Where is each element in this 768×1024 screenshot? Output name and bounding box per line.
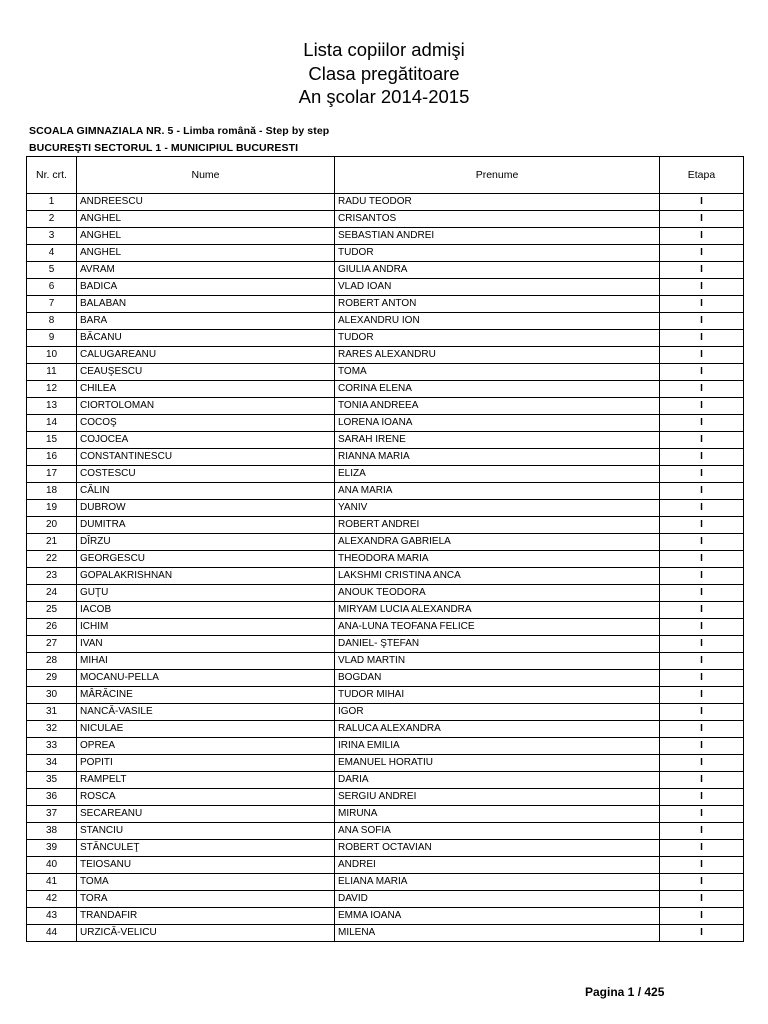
cell-etapa: I [660,619,744,636]
cell-nr: 26 [27,619,77,636]
cell-etapa: I [660,772,744,789]
school-name: SCOALA GIMNAZIALA NR. 5 - Limba română - Step by step [29,125,330,137]
cell-prenume: ANA MARIA [335,483,660,500]
table-row [27,415,744,432]
cell-etapa: I [660,500,744,517]
cell-nr: 24 [27,585,77,602]
cell-nr: 32 [27,721,77,738]
cell-nr: 22 [27,551,77,568]
cell-etapa: I [660,738,744,755]
cell-nume: CHILEA [77,381,335,398]
table-row [27,313,744,330]
cell-etapa: I [660,585,744,602]
cell-nume: COJOCEA [77,432,335,449]
cell-prenume: SEBASTIAN ANDREI [335,228,660,245]
cell-nr: 44 [27,925,77,942]
table-row [27,908,744,925]
cell-nume: TRANDAFIR [77,908,335,925]
column-header-nume: Nume [77,157,335,194]
table-row [27,806,744,823]
document-title [0,38,768,109]
cell-prenume: TONIA ANDREEA [335,398,660,415]
cell-nume: TOMA [77,874,335,891]
cell-etapa: I [660,432,744,449]
table-row [27,330,744,347]
column-header-prenume: Prenume [335,157,660,194]
cell-etapa: I [660,194,744,211]
cell-etapa: I [660,823,744,840]
cell-nr: 16 [27,449,77,466]
cell-prenume: SARAH IRENE [335,432,660,449]
cell-nume: DUBROW [77,500,335,517]
cell-nume: DÎRZU [77,534,335,551]
cell-etapa: I [660,874,744,891]
cell-prenume: ALEXANDRU ION [335,313,660,330]
cell-nume: URZICĂ-VELICU [77,925,335,942]
cell-etapa: I [660,483,744,500]
table-row [27,738,744,755]
cell-prenume: TUDOR [335,245,660,262]
cell-etapa: I [660,840,744,857]
cell-prenume: GIULIA ANDRA [335,262,660,279]
cell-etapa: I [660,755,744,772]
cell-nume: POPITI [77,755,335,772]
table-row [27,364,744,381]
cell-nume: TEIOSANU [77,857,335,874]
cell-etapa: I [660,857,744,874]
cell-etapa: I [660,517,744,534]
cell-nume: STANCIU [77,823,335,840]
table-row [27,636,744,653]
cell-etapa: I [660,466,744,483]
cell-nume: RAMPELT [77,772,335,789]
cell-nr: 14 [27,415,77,432]
cell-prenume: DARIA [335,772,660,789]
cell-nume: GUŢU [77,585,335,602]
table-row [27,602,744,619]
cell-nume: ANGHEL [77,228,335,245]
cell-nume: COSTESCU [77,466,335,483]
cell-nume: CĂLIN [77,483,335,500]
school-location: BUCUREŞTI SECTORUL 1 - MUNICIPIUL BUCURESTI [29,142,299,154]
cell-prenume: ANA-LUNA TEOFANA FELICE [335,619,660,636]
cell-etapa: I [660,262,744,279]
cell-etapa: I [660,602,744,619]
table-row [27,228,744,245]
cell-prenume: RIANNA MARIA [335,449,660,466]
cell-etapa: I [660,279,744,296]
cell-prenume: ANOUK TEODORA [335,585,660,602]
cell-prenume: BOGDAN [335,670,660,687]
cell-etapa: I [660,415,744,432]
cell-nume: CONSTANTINESCU [77,449,335,466]
cell-etapa: I [660,568,744,585]
table-row [27,245,744,262]
cell-nr: 19 [27,500,77,517]
table-row [27,398,744,415]
cell-nume: CEAUŞESCU [77,364,335,381]
cell-nume: ICHIM [77,619,335,636]
cell-nr: 4 [27,245,77,262]
table-row [27,568,744,585]
title-line-school-year: An şcolar 2014-2015 [298,86,470,107]
table-row [27,449,744,466]
cell-nr: 30 [27,687,77,704]
table-row [27,262,744,279]
cell-prenume: TUDOR [335,330,660,347]
cell-prenume: ROBERT ANTON [335,296,660,313]
cell-prenume: IRINA EMILIA [335,738,660,755]
cell-nr: 34 [27,755,77,772]
cell-nr: 21 [27,534,77,551]
cell-nume: DUMITRA [77,517,335,534]
cell-prenume: IGOR [335,704,660,721]
cell-etapa: I [660,534,744,551]
cell-nume: BALABAN [77,296,335,313]
cell-etapa: I [660,330,744,347]
cell-nr: 3 [27,228,77,245]
cell-nr: 35 [27,772,77,789]
cell-prenume: TOMA [335,364,660,381]
table-row [27,925,744,942]
cell-nume: TORA [77,891,335,908]
cell-prenume: EMANUEL HORATIU [335,755,660,772]
cell-etapa: I [660,296,744,313]
cell-etapa: I [660,245,744,262]
cell-etapa: I [660,551,744,568]
cell-etapa: I [660,449,744,466]
cell-nr: 6 [27,279,77,296]
cell-prenume: ROBERT OCTAVIAN [335,840,660,857]
cell-nr: 1 [27,194,77,211]
table-row [27,789,744,806]
cell-nr: 23 [27,568,77,585]
cell-nr: 38 [27,823,77,840]
table-row [27,619,744,636]
table-row [27,381,744,398]
cell-nr: 5 [27,262,77,279]
cell-prenume: VLAD IOAN [335,279,660,296]
cell-prenume: EMMA IOANA [335,908,660,925]
cell-nume: GOPALAKRISHNAN [77,568,335,585]
cell-nume: MOCANU-PELLA [77,670,335,687]
cell-prenume: ELIANA MARIA [335,874,660,891]
cell-nr: 7 [27,296,77,313]
table-row [27,432,744,449]
table-row [27,874,744,891]
cell-etapa: I [660,636,744,653]
cell-nr: 41 [27,874,77,891]
cell-etapa: I [660,704,744,721]
cell-nr: 2 [27,211,77,228]
cell-nr: 9 [27,330,77,347]
cell-prenume: ANA SOFIA [335,823,660,840]
cell-etapa: I [660,670,744,687]
cell-nume: OPREA [77,738,335,755]
table-row [27,194,744,211]
cell-nume: AVRAM [77,262,335,279]
cell-etapa: I [660,228,744,245]
table-row [27,823,744,840]
cell-nume: BĂCANU [77,330,335,347]
cell-etapa: I [660,211,744,228]
cell-prenume: SERGIU ANDREI [335,789,660,806]
cell-prenume: RADU TEODOR [335,194,660,211]
cell-nume: IVAN [77,636,335,653]
cell-etapa: I [660,789,744,806]
page-number: Pagina 1 / 425 [585,985,665,999]
cell-etapa: I [660,908,744,925]
cell-nume: CALUGAREANU [77,347,335,364]
cell-nr: 36 [27,789,77,806]
column-header-etapa: Etapa [660,157,744,194]
cell-etapa: I [660,347,744,364]
cell-prenume: THEODORA MARIA [335,551,660,568]
cell-nume: CIORTOLOMAN [77,398,335,415]
cell-nr: 43 [27,908,77,925]
table-row [27,296,744,313]
table-row [27,279,744,296]
table-row [27,891,744,908]
cell-nume: ANGHEL [77,245,335,262]
table-body [27,194,744,942]
cell-prenume: LORENA IOANA [335,415,660,432]
table-row [27,670,744,687]
cell-prenume: TUDOR MIHAI [335,687,660,704]
cell-nr: 8 [27,313,77,330]
cell-prenume: ANDREI [335,857,660,874]
cell-etapa: I [660,687,744,704]
cell-nr: 17 [27,466,77,483]
cell-nr: 10 [27,347,77,364]
cell-prenume: CORINA ELENA [335,381,660,398]
table-header-row [27,157,744,194]
cell-prenume: RARES ALEXANDRU [335,347,660,364]
table-row [27,857,744,874]
cell-prenume: ALEXANDRA GABRIELA [335,534,660,551]
cell-etapa: I [660,653,744,670]
table-row [27,483,744,500]
cell-nume: NANCĂ-VASILE [77,704,335,721]
table-row [27,466,744,483]
table-row [27,517,744,534]
cell-etapa: I [660,313,744,330]
cell-nr: 28 [27,653,77,670]
cell-nume: MÂRĂCINE [77,687,335,704]
cell-prenume: ROBERT ANDREI [335,517,660,534]
table-row [27,721,744,738]
table-row [27,840,744,857]
table-row [27,534,744,551]
cell-prenume: CRISANTOS [335,211,660,228]
cell-prenume: LAKSHMI CRISTINA ANCA [335,568,660,585]
cell-nr: 27 [27,636,77,653]
cell-etapa: I [660,381,744,398]
cell-nr: 15 [27,432,77,449]
cell-prenume: MILENA [335,925,660,942]
table-row [27,653,744,670]
cell-prenume: ELIZA [335,466,660,483]
cell-nume: ANDREESCU [77,194,335,211]
cell-etapa: I [660,721,744,738]
cell-nr: 39 [27,840,77,857]
cell-nr: 33 [27,738,77,755]
cell-nr: 13 [27,398,77,415]
cell-nume: MIHAI [77,653,335,670]
cell-nr: 20 [27,517,77,534]
column-header-nr: Nr. crt. [27,157,77,194]
cell-nume: NICULAE [77,721,335,738]
cell-nume: SECAREANU [77,806,335,823]
cell-nr: 25 [27,602,77,619]
cell-nr: 12 [27,381,77,398]
cell-etapa: I [660,806,744,823]
cell-etapa: I [660,891,744,908]
admitted-children-table [26,156,744,942]
cell-etapa: I [660,925,744,942]
cell-prenume: MIRYAM LUCIA ALEXANDRA [335,602,660,619]
cell-nr: 11 [27,364,77,381]
cell-nr: 40 [27,857,77,874]
table-row [27,551,744,568]
table-row [27,704,744,721]
cell-etapa: I [660,398,744,415]
cell-nume: GEORGESCU [77,551,335,568]
cell-nr: 29 [27,670,77,687]
cell-nume: ANGHEL [77,211,335,228]
cell-etapa: I [660,364,744,381]
table-row [27,500,744,517]
table-row [27,755,744,772]
cell-nume: STĂNCULEŢ [77,840,335,857]
cell-nr: 31 [27,704,77,721]
cell-prenume: YANIV [335,500,660,517]
cell-prenume: MIRUNA [335,806,660,823]
cell-nr: 18 [27,483,77,500]
cell-prenume: VLAD MARTIN [335,653,660,670]
cell-nume: COCOŞ [77,415,335,432]
table-row [27,772,744,789]
cell-nume: BADICA [77,279,335,296]
cell-nume: BARA [77,313,335,330]
cell-prenume: RALUCA ALEXANDRA [335,721,660,738]
cell-nr: 42 [27,891,77,908]
cell-prenume: DAVID [335,891,660,908]
cell-nume: IACOB [77,602,335,619]
title-line-class: Clasa pregătitoare [308,62,460,84]
cell-prenume: DANIEL- ŞTEFAN [335,636,660,653]
title-line-list: Lista copiilor admişi [303,39,465,60]
cell-nr: 37 [27,806,77,823]
table-row [27,585,744,602]
table-row [27,687,744,704]
cell-nume: ROSCA [77,789,335,806]
table-row [27,211,744,228]
table-row [27,347,744,364]
